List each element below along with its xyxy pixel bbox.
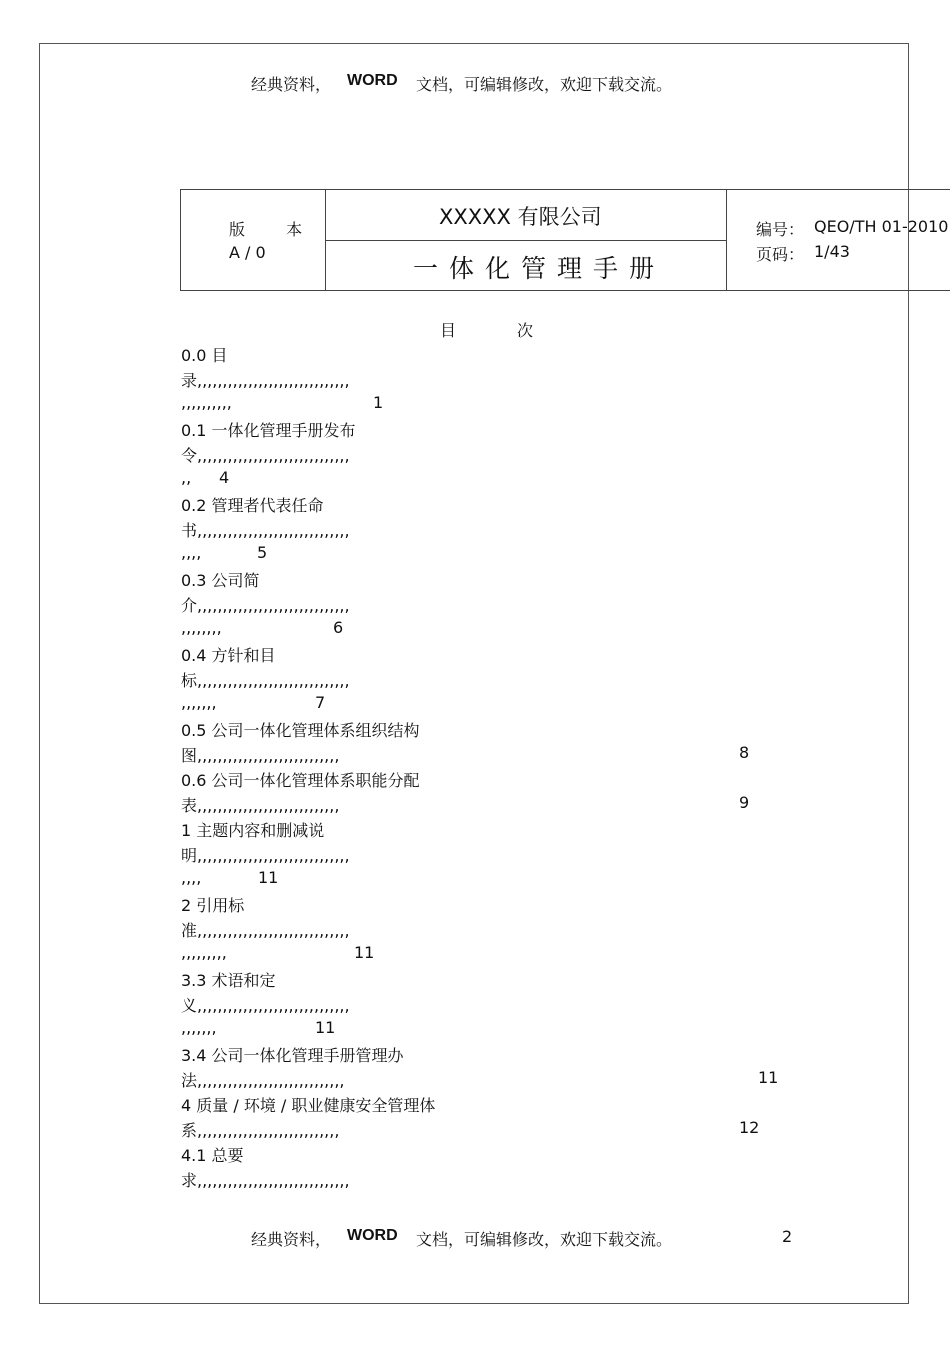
- toc-page-number: 11: [258, 868, 279, 887]
- toc-line: ,,,,,,,,: [181, 618, 222, 637]
- toc-line: 图,,,,,,,,,,,,,,,,,,,,,,,,,,,,: [181, 746, 340, 765]
- footer-page-number: 2: [782, 1227, 793, 1246]
- toc-line: ,,,,,,,: [181, 693, 217, 712]
- version-value: A / 0: [229, 243, 266, 262]
- toc-line: 准,,,,,,,,,,,,,,,,,,,,,,,,,,,,,,: [181, 921, 350, 940]
- toc-page-number: 9: [739, 793, 750, 812]
- toc-page-number: 11: [354, 943, 375, 962]
- toc-line: 0.3 公司简: [181, 571, 260, 590]
- toc-page-number: 7: [315, 693, 326, 712]
- toc-line: 介,,,,,,,,,,,,,,,,,,,,,,,,,,,,,,: [181, 596, 350, 615]
- toc-line: ,,,,: [181, 868, 202, 887]
- toc-line: ,,,,,,,,,: [181, 943, 227, 962]
- banner-word-text: WORD: [347, 1227, 398, 1244]
- toc-line: 令,,,,,,,,,,,,,,,,,,,,,,,,,,,,,,: [181, 446, 350, 465]
- manual-title: 一体化管理手册: [413, 254, 666, 283]
- toc-line: 法,,,,,,,,,,,,,,,,,,,,,,,,,,,,,: [181, 1071, 345, 1090]
- toc-title-left: 目: [440, 321, 457, 340]
- toc-line: ,,: [181, 468, 192, 487]
- toc-page-number: 6: [333, 618, 344, 637]
- toc-line: 0.5 公司一体化管理体系组织结构: [181, 721, 420, 740]
- toc-page-number: 11: [758, 1068, 779, 1087]
- toc-line: 1 主题内容和删减说: [181, 821, 325, 840]
- toc-line: 0.4 方针和目: [181, 646, 276, 665]
- company-name: XXXXX 有限公司: [439, 205, 602, 229]
- banner-left-text: 经典资料，: [251, 75, 332, 94]
- banner-right-text: 文档，可编辑修改，欢迎下载交流。: [416, 75, 673, 94]
- toc-line: 0.1 一体化管理手册发布: [181, 421, 356, 440]
- toc-line: ,,,,,,,,,,: [181, 393, 232, 412]
- banner-right-text: 文档，可编辑修改，欢迎下载交流。: [416, 1230, 673, 1249]
- toc-page-number: 12: [739, 1118, 760, 1137]
- banner-word-text: WORD: [347, 72, 398, 89]
- toc-line: 0.2 管理者代表任命: [181, 496, 324, 515]
- toc-title-right: 次: [517, 321, 534, 340]
- toc-line: 4 质量 / 环境 / 职业健康安全管理体: [181, 1096, 436, 1115]
- toc-line: 录,,,,,,,,,,,,,,,,,,,,,,,,,,,,,,: [181, 371, 350, 390]
- version-label: 版 本: [229, 220, 321, 239]
- code-value: QEO/TH 01-2010: [814, 217, 949, 236]
- page-value: 1/43: [814, 242, 850, 261]
- toc-line: 义,,,,,,,,,,,,,,,,,,,,,,,,,,,,,,: [181, 996, 350, 1015]
- toc-page-number: 8: [739, 743, 750, 762]
- document-header-table: [180, 189, 950, 291]
- toc-line: 明,,,,,,,,,,,,,,,,,,,,,,,,,,,,,,: [181, 846, 350, 865]
- header-row-divider: [326, 240, 727, 241]
- toc-page-number: 1: [373, 393, 384, 412]
- toc-line: ,,,,,,,: [181, 1018, 217, 1037]
- toc-line: 3.3 术语和定: [181, 971, 276, 990]
- code-label: 编号：: [756, 220, 805, 239]
- toc-line: 系,,,,,,,,,,,,,,,,,,,,,,,,,,,,: [181, 1121, 340, 1140]
- toc-page-number: 4: [219, 468, 230, 487]
- toc-line: 4.1 总要: [181, 1146, 244, 1165]
- toc-line: 2 引用标: [181, 896, 245, 915]
- toc-line: 书,,,,,,,,,,,,,,,,,,,,,,,,,,,,,,: [181, 521, 350, 540]
- toc-line: 0.6 公司一体化管理体系职能分配: [181, 771, 420, 790]
- toc-line: 表,,,,,,,,,,,,,,,,,,,,,,,,,,,,: [181, 796, 340, 815]
- toc-line: 0.0 目: [181, 346, 228, 365]
- toc-line: 标,,,,,,,,,,,,,,,,,,,,,,,,,,,,,,: [181, 671, 350, 690]
- toc-line: 求,,,,,,,,,,,,,,,,,,,,,,,,,,,,,,: [181, 1171, 350, 1190]
- toc-line: ,,,,: [181, 543, 202, 562]
- page-label: 页码：: [756, 245, 805, 264]
- banner-left-text: 经典资料，: [251, 1230, 332, 1249]
- toc-page-number: 5: [257, 543, 268, 562]
- toc-page-number: 11: [315, 1018, 336, 1037]
- toc-line: 3.4 公司一体化管理手册管理办: [181, 1046, 404, 1065]
